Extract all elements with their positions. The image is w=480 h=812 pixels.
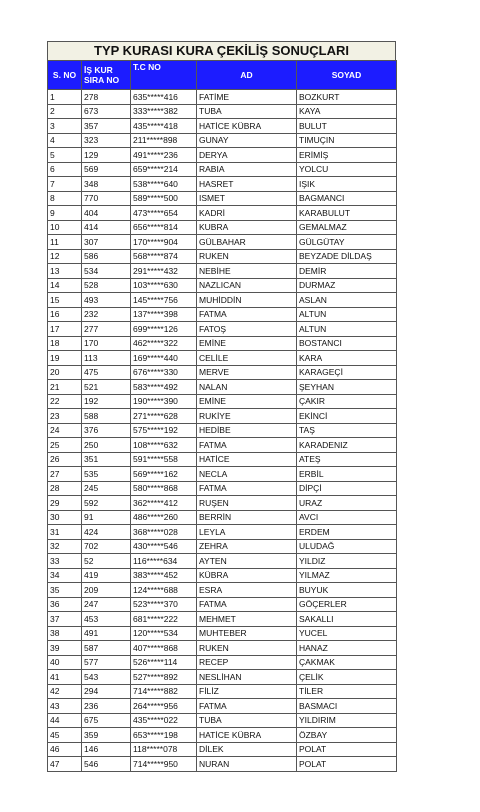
cell-soyad: BASMACI bbox=[297, 699, 397, 714]
cell-iskur-sira-no: 294 bbox=[82, 684, 131, 699]
cell-iskur-sira-no: 348 bbox=[82, 177, 131, 192]
cell-soyad: SAKALLI bbox=[297, 612, 397, 627]
cell-soyad: ÇAKMAK bbox=[297, 655, 397, 670]
cell-sno: 38 bbox=[48, 626, 82, 641]
cell-iskur-sira-no: 307 bbox=[82, 235, 131, 250]
table-row bbox=[48, 307, 397, 322]
cell-soyad: BAGMANCI bbox=[297, 191, 397, 206]
cell-iskur-sira-no: 592 bbox=[82, 496, 131, 511]
table-row bbox=[48, 641, 397, 656]
cell-iskur-sira-no: 588 bbox=[82, 409, 131, 424]
cell-soyad: ALTUN bbox=[297, 322, 397, 337]
cell-iskur-sira-no: 236 bbox=[82, 699, 131, 714]
cell-sno: 20 bbox=[48, 365, 82, 380]
cell-iskur-sira-no: 359 bbox=[82, 728, 131, 743]
cell-sno: 9 bbox=[48, 206, 82, 221]
table-row bbox=[48, 583, 397, 598]
cell-tc-no: 523*****370 bbox=[131, 597, 197, 612]
cell-soyad: KAYA bbox=[297, 104, 397, 119]
header-iskur-line2: SIRA NO bbox=[84, 75, 120, 85]
cell-sno: 44 bbox=[48, 713, 82, 728]
table-row bbox=[48, 119, 397, 134]
cell-ad: FATMA bbox=[197, 307, 297, 322]
cell-sno: 18 bbox=[48, 336, 82, 351]
cell-soyad: BULUT bbox=[297, 119, 397, 134]
cell-ad: ESRA bbox=[197, 583, 297, 598]
cell-ad: KÜBRA bbox=[197, 568, 297, 583]
cell-sno: 2 bbox=[48, 104, 82, 119]
cell-ad: HEDİBE bbox=[197, 423, 297, 438]
table-row bbox=[48, 467, 397, 482]
table-header-row bbox=[48, 61, 397, 90]
table-row bbox=[48, 90, 397, 105]
cell-soyad: YOLCU bbox=[297, 162, 397, 177]
cell-soyad: ULUDAĞ bbox=[297, 539, 397, 554]
cell-sno: 7 bbox=[48, 177, 82, 192]
cell-ad: RUKEN bbox=[197, 641, 297, 656]
cell-ad: NAZLICAN bbox=[197, 278, 297, 293]
cell-tc-no: 211*****898 bbox=[131, 133, 197, 148]
cell-iskur-sira-no: 323 bbox=[82, 133, 131, 148]
table-row bbox=[48, 322, 397, 337]
cell-iskur-sira-no: 250 bbox=[82, 438, 131, 453]
cell-tc-no: 264*****956 bbox=[131, 699, 197, 714]
table-row bbox=[48, 510, 397, 525]
cell-soyad: ÖZBAY bbox=[297, 728, 397, 743]
table-row bbox=[48, 670, 397, 685]
cell-ad: HASRET bbox=[197, 177, 297, 192]
cell-soyad: ÇAKIR bbox=[297, 394, 397, 409]
cell-iskur-sira-no: 192 bbox=[82, 394, 131, 409]
cell-tc-no: 190*****390 bbox=[131, 394, 197, 409]
cell-iskur-sira-no: 232 bbox=[82, 307, 131, 322]
cell-sno: 8 bbox=[48, 191, 82, 206]
cell-iskur-sira-no: 170 bbox=[82, 336, 131, 351]
cell-iskur-sira-no: 546 bbox=[82, 757, 131, 772]
cell-iskur-sira-no: 493 bbox=[82, 293, 131, 308]
cell-ad: TUBA bbox=[197, 713, 297, 728]
cell-tc-no: 333*****382 bbox=[131, 104, 197, 119]
cell-iskur-sira-no: 404 bbox=[82, 206, 131, 221]
cell-sno: 40 bbox=[48, 655, 82, 670]
cell-sno: 34 bbox=[48, 568, 82, 583]
cell-ad: EMİNE bbox=[197, 394, 297, 409]
cell-tc-no: 271*****628 bbox=[131, 409, 197, 424]
cell-sno: 12 bbox=[48, 249, 82, 264]
document-title: TYP KURASI KURA ÇEKİLİŞ SONUÇLARI bbox=[47, 41, 396, 60]
cell-tc-no: 462*****322 bbox=[131, 336, 197, 351]
cell-soyad: DEMİR bbox=[297, 264, 397, 279]
table-row bbox=[48, 249, 397, 264]
cell-iskur-sira-no: 521 bbox=[82, 380, 131, 395]
cell-iskur-sira-no: 453 bbox=[82, 612, 131, 627]
table-row bbox=[48, 423, 397, 438]
cell-iskur-sira-no: 113 bbox=[82, 351, 131, 366]
cell-sno: 11 bbox=[48, 235, 82, 250]
cell-iskur-sira-no: 52 bbox=[82, 554, 131, 569]
cell-ad: TUBA bbox=[197, 104, 297, 119]
cell-soyad: DURMAZ bbox=[297, 278, 397, 293]
cell-soyad: HANAZ bbox=[297, 641, 397, 656]
cell-iskur-sira-no: 535 bbox=[82, 467, 131, 482]
cell-soyad: YUCEL bbox=[297, 626, 397, 641]
table-row bbox=[48, 496, 397, 511]
cell-iskur-sira-no: 586 bbox=[82, 249, 131, 264]
cell-tc-no: 699*****126 bbox=[131, 322, 197, 337]
table-row bbox=[48, 655, 397, 670]
results-table bbox=[47, 60, 397, 772]
cell-iskur-sira-no: 569 bbox=[82, 162, 131, 177]
table-row bbox=[48, 438, 397, 453]
cell-sno: 23 bbox=[48, 409, 82, 424]
table-row bbox=[48, 757, 397, 772]
cell-iskur-sira-no: 245 bbox=[82, 481, 131, 496]
cell-ad: FATMA bbox=[197, 597, 297, 612]
cell-tc-no: 538*****640 bbox=[131, 177, 197, 192]
cell-tc-no: 435*****418 bbox=[131, 119, 197, 134]
table-row bbox=[48, 554, 397, 569]
cell-tc-no: 656*****814 bbox=[131, 220, 197, 235]
cell-ad: LEYLA bbox=[197, 525, 297, 540]
cell-sno: 39 bbox=[48, 641, 82, 656]
cell-soyad: ASLAN bbox=[297, 293, 397, 308]
cell-ad: MEHMET bbox=[197, 612, 297, 627]
table-row bbox=[48, 191, 397, 206]
cell-ad: RUŞEN bbox=[197, 496, 297, 511]
cell-tc-no: 491*****236 bbox=[131, 148, 197, 163]
cell-iskur-sira-no: 702 bbox=[82, 539, 131, 554]
cell-sno: 46 bbox=[48, 742, 82, 757]
cell-iskur-sira-no: 277 bbox=[82, 322, 131, 337]
cell-ad: RUKEN bbox=[197, 249, 297, 264]
table-row bbox=[48, 351, 397, 366]
cell-soyad: EKİNCİ bbox=[297, 409, 397, 424]
cell-ad: CELİLE bbox=[197, 351, 297, 366]
header-sno: S. NO bbox=[48, 61, 82, 90]
cell-tc-no: 635*****416 bbox=[131, 90, 197, 105]
table-row bbox=[48, 162, 397, 177]
cell-ad: NURAN bbox=[197, 757, 297, 772]
cell-soyad: YILDIZ bbox=[297, 554, 397, 569]
cell-soyad: ATEŞ bbox=[297, 452, 397, 467]
cell-sno: 6 bbox=[48, 162, 82, 177]
table-row bbox=[48, 235, 397, 250]
cell-sno: 10 bbox=[48, 220, 82, 235]
table-row bbox=[48, 336, 397, 351]
cell-ad: NESLİHAN bbox=[197, 670, 297, 685]
cell-iskur-sira-no: 357 bbox=[82, 119, 131, 134]
cell-iskur-sira-no: 673 bbox=[82, 104, 131, 119]
cell-tc-no: 170*****904 bbox=[131, 235, 197, 250]
cell-ad: FİLİZ bbox=[197, 684, 297, 699]
cell-ad: MERVE bbox=[197, 365, 297, 380]
cell-sno: 21 bbox=[48, 380, 82, 395]
cell-tc-no: 145*****756 bbox=[131, 293, 197, 308]
cell-ad: NECLA bbox=[197, 467, 297, 482]
table-row bbox=[48, 365, 397, 380]
cell-iskur-sira-no: 247 bbox=[82, 597, 131, 612]
cell-soyad: ALTUN bbox=[297, 307, 397, 322]
cell-soyad: BEYZADE DİLDAŞ bbox=[297, 249, 397, 264]
cell-sno: 32 bbox=[48, 539, 82, 554]
cell-soyad: ERBİL bbox=[297, 467, 397, 482]
table-row bbox=[48, 452, 397, 467]
cell-ad: FATMA bbox=[197, 481, 297, 496]
table-row bbox=[48, 612, 397, 627]
cell-sno: 31 bbox=[48, 525, 82, 540]
cell-soyad: BOZKURT bbox=[297, 90, 397, 105]
table-row bbox=[48, 133, 397, 148]
cell-soyad: BUYUK bbox=[297, 583, 397, 598]
cell-sno: 17 bbox=[48, 322, 82, 337]
cell-ad: NALAN bbox=[197, 380, 297, 395]
cell-soyad: ERİMİŞ bbox=[297, 148, 397, 163]
cell-soyad: GÜLGÜTAY bbox=[297, 235, 397, 250]
cell-sno: 25 bbox=[48, 438, 82, 453]
cell-ad: RABIA bbox=[197, 162, 297, 177]
cell-sno: 19 bbox=[48, 351, 82, 366]
cell-sno: 14 bbox=[48, 278, 82, 293]
cell-sno: 47 bbox=[48, 757, 82, 772]
cell-sno: 45 bbox=[48, 728, 82, 743]
cell-tc-no: 383*****452 bbox=[131, 568, 197, 583]
cell-ad: ZEHRA bbox=[197, 539, 297, 554]
cell-sno: 15 bbox=[48, 293, 82, 308]
cell-tc-no: 591*****558 bbox=[131, 452, 197, 467]
cell-sno: 37 bbox=[48, 612, 82, 627]
cell-iskur-sira-no: 534 bbox=[82, 264, 131, 279]
table-row bbox=[48, 264, 397, 279]
cell-iskur-sira-no: 475 bbox=[82, 365, 131, 380]
cell-soyad: ÇELİK bbox=[297, 670, 397, 685]
cell-tc-no: 291*****432 bbox=[131, 264, 197, 279]
cell-tc-no: 103*****630 bbox=[131, 278, 197, 293]
cell-ad: KADRİ bbox=[197, 206, 297, 221]
cell-tc-no: 169*****440 bbox=[131, 351, 197, 366]
cell-soyad: ŞEYHAN bbox=[297, 380, 397, 395]
cell-tc-no: 676*****330 bbox=[131, 365, 197, 380]
table-row bbox=[48, 220, 397, 235]
table-row bbox=[48, 525, 397, 540]
cell-soyad: KARADENIZ bbox=[297, 438, 397, 453]
cell-tc-no: 430*****546 bbox=[131, 539, 197, 554]
cell-ad: FATMA bbox=[197, 699, 297, 714]
cell-sno: 4 bbox=[48, 133, 82, 148]
cell-sno: 22 bbox=[48, 394, 82, 409]
cell-tc-no: 583*****492 bbox=[131, 380, 197, 395]
table-row bbox=[48, 380, 397, 395]
cell-soyad: KARABULUT bbox=[297, 206, 397, 221]
cell-soyad: GÖÇERLER bbox=[297, 597, 397, 612]
cell-tc-no: 124*****688 bbox=[131, 583, 197, 598]
cell-tc-no: 118*****078 bbox=[131, 742, 197, 757]
header-ad: AD bbox=[197, 61, 297, 90]
cell-ad: HATİCE KÜBRA bbox=[197, 728, 297, 743]
cell-soyad: ERDEM bbox=[297, 525, 397, 540]
table-row bbox=[48, 699, 397, 714]
cell-ad: FATİME bbox=[197, 90, 297, 105]
table-row bbox=[48, 568, 397, 583]
cell-sno: 43 bbox=[48, 699, 82, 714]
cell-ad: HATİCE bbox=[197, 452, 297, 467]
cell-ad: EMİNE bbox=[197, 336, 297, 351]
table-row bbox=[48, 597, 397, 612]
cell-tc-no: 589*****500 bbox=[131, 191, 197, 206]
cell-ad: GÜLBAHAR bbox=[197, 235, 297, 250]
cell-iskur-sira-no: 414 bbox=[82, 220, 131, 235]
cell-iskur-sira-no: 278 bbox=[82, 90, 131, 105]
table-row bbox=[48, 206, 397, 221]
cell-tc-no: 137*****398 bbox=[131, 307, 197, 322]
cell-iskur-sira-no: 146 bbox=[82, 742, 131, 757]
cell-ad: HATİCE KÜBRA bbox=[197, 119, 297, 134]
cell-sno: 24 bbox=[48, 423, 82, 438]
cell-iskur-sira-no: 577 bbox=[82, 655, 131, 670]
cell-soyad: URAZ bbox=[297, 496, 397, 511]
cell-tc-no: 108*****632 bbox=[131, 438, 197, 453]
cell-sno: 26 bbox=[48, 452, 82, 467]
cell-tc-no: 575*****192 bbox=[131, 423, 197, 438]
cell-ad: RUKİYE bbox=[197, 409, 297, 424]
cell-iskur-sira-no: 528 bbox=[82, 278, 131, 293]
cell-tc-no: 527*****892 bbox=[131, 670, 197, 685]
cell-ad: KUBRA bbox=[197, 220, 297, 235]
header-iskur-line1: İŞ KUR bbox=[84, 65, 113, 75]
cell-tc-no: 473*****654 bbox=[131, 206, 197, 221]
cell-sno: 28 bbox=[48, 481, 82, 496]
cell-iskur-sira-no: 770 bbox=[82, 191, 131, 206]
cell-soyad: TİLER bbox=[297, 684, 397, 699]
cell-iskur-sira-no: 424 bbox=[82, 525, 131, 540]
cell-soyad: YILMAZ bbox=[297, 568, 397, 583]
cell-ad: BERRİN bbox=[197, 510, 297, 525]
cell-soyad: TIMUÇIN bbox=[297, 133, 397, 148]
cell-iskur-sira-no: 209 bbox=[82, 583, 131, 598]
cell-sno: 16 bbox=[48, 307, 82, 322]
cell-sno: 1 bbox=[48, 90, 82, 105]
cell-tc-no: 568*****874 bbox=[131, 249, 197, 264]
cell-ad: MUHTEBER bbox=[197, 626, 297, 641]
cell-soyad: POLAT bbox=[297, 742, 397, 757]
table-body bbox=[48, 90, 397, 772]
table-row bbox=[48, 177, 397, 192]
cell-ad: DİLEK bbox=[197, 742, 297, 757]
cell-tc-no: 569*****162 bbox=[131, 467, 197, 482]
cell-sno: 30 bbox=[48, 510, 82, 525]
cell-soyad: KARAGEÇİ bbox=[297, 365, 397, 380]
cell-tc-no: 435*****022 bbox=[131, 713, 197, 728]
cell-ad: RECEP bbox=[197, 655, 297, 670]
cell-iskur-sira-no: 91 bbox=[82, 510, 131, 525]
cell-iskur-sira-no: 419 bbox=[82, 568, 131, 583]
cell-sno: 33 bbox=[48, 554, 82, 569]
cell-tc-no: 486*****260 bbox=[131, 510, 197, 525]
cell-iskur-sira-no: 376 bbox=[82, 423, 131, 438]
table-row bbox=[48, 728, 397, 743]
cell-sno: 42 bbox=[48, 684, 82, 699]
cell-ad: FATOŞ bbox=[197, 322, 297, 337]
cell-tc-no: 116*****634 bbox=[131, 554, 197, 569]
table-row bbox=[48, 626, 397, 641]
cell-ad: AYTEN bbox=[197, 554, 297, 569]
cell-sno: 36 bbox=[48, 597, 82, 612]
cell-soyad: KARA bbox=[297, 351, 397, 366]
cell-soyad: TAŞ bbox=[297, 423, 397, 438]
cell-sno: 41 bbox=[48, 670, 82, 685]
results-document bbox=[47, 41, 396, 772]
header-tc-no: T.C NO bbox=[131, 61, 197, 90]
cell-soyad: YILDIRIM bbox=[297, 713, 397, 728]
cell-sno: 27 bbox=[48, 467, 82, 482]
cell-soyad: DİPÇİ bbox=[297, 481, 397, 496]
header-iskur-sira-no bbox=[82, 61, 131, 90]
cell-tc-no: 407*****868 bbox=[131, 641, 197, 656]
table-row bbox=[48, 409, 397, 424]
table-row bbox=[48, 278, 397, 293]
cell-tc-no: 120*****534 bbox=[131, 626, 197, 641]
table-row bbox=[48, 293, 397, 308]
cell-sno: 29 bbox=[48, 496, 82, 511]
cell-tc-no: 681*****222 bbox=[131, 612, 197, 627]
cell-ad: DERYA bbox=[197, 148, 297, 163]
cell-tc-no: 714*****950 bbox=[131, 757, 197, 772]
cell-iskur-sira-no: 675 bbox=[82, 713, 131, 728]
cell-tc-no: 714*****882 bbox=[131, 684, 197, 699]
cell-sno: 35 bbox=[48, 583, 82, 598]
cell-soyad: AVCI bbox=[297, 510, 397, 525]
cell-soyad: IŞIK bbox=[297, 177, 397, 192]
cell-sno: 3 bbox=[48, 119, 82, 134]
cell-tc-no: 362*****412 bbox=[131, 496, 197, 511]
cell-tc-no: 580*****868 bbox=[131, 481, 197, 496]
cell-ad: ISMET bbox=[197, 191, 297, 206]
cell-tc-no: 653*****198 bbox=[131, 728, 197, 743]
cell-soyad: BOSTANCI bbox=[297, 336, 397, 351]
cell-soyad: POLAT bbox=[297, 757, 397, 772]
cell-ad: MUHİDDİN bbox=[197, 293, 297, 308]
cell-iskur-sira-no: 543 bbox=[82, 670, 131, 685]
header-soyad: SOYAD bbox=[297, 61, 397, 90]
cell-iskur-sira-no: 351 bbox=[82, 452, 131, 467]
cell-tc-no: 526*****114 bbox=[131, 655, 197, 670]
table-row bbox=[48, 104, 397, 119]
cell-ad: FATMA bbox=[197, 438, 297, 453]
table-row bbox=[48, 394, 397, 409]
cell-iskur-sira-no: 587 bbox=[82, 641, 131, 656]
table-row bbox=[48, 713, 397, 728]
cell-iskur-sira-no: 129 bbox=[82, 148, 131, 163]
table-row bbox=[48, 742, 397, 757]
table-row bbox=[48, 148, 397, 163]
table-row bbox=[48, 481, 397, 496]
table-row bbox=[48, 539, 397, 554]
cell-tc-no: 659*****214 bbox=[131, 162, 197, 177]
cell-sno: 5 bbox=[48, 148, 82, 163]
cell-ad: GUNAY bbox=[197, 133, 297, 148]
table-row bbox=[48, 684, 397, 699]
cell-iskur-sira-no: 491 bbox=[82, 626, 131, 641]
cell-tc-no: 368*****028 bbox=[131, 525, 197, 540]
cell-soyad: GEMALMAZ bbox=[297, 220, 397, 235]
cell-ad: NEBİHE bbox=[197, 264, 297, 279]
cell-sno: 13 bbox=[48, 264, 82, 279]
